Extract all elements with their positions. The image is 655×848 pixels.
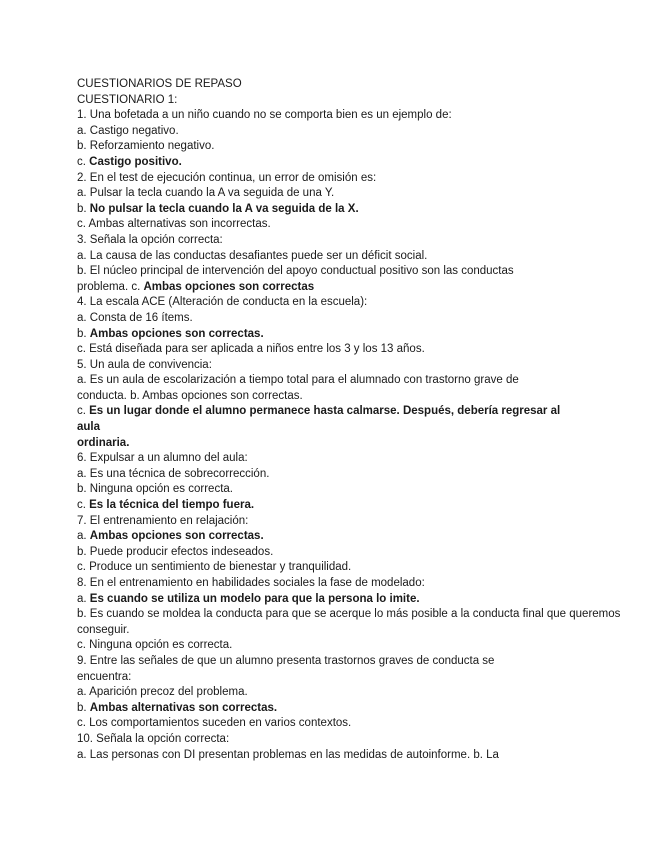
option-prefix: b. <box>77 327 90 340</box>
option-6c <box>77 498 622 514</box>
correct-answer: Es la técnica del tiempo fuera. <box>89 499 255 512</box>
option-6a: a. Es una técnica de sobrecorrección. <box>77 467 270 480</box>
option-9b <box>77 701 622 717</box>
question-7: 7. El entrenamiento en relajación: <box>77 514 249 527</box>
correct-answer-continuation: aula <box>77 421 101 434</box>
correct-answer: No pulsar la tecla cuando la A va seguida de la X. <box>89 202 359 215</box>
option-8c: c. Ninguna opción es correcta. <box>77 639 233 652</box>
option-9a: a. Aparición precoz del problema. <box>77 686 248 699</box>
option-prefix: c. <box>77 499 90 512</box>
option-10a: a. Las personas con DI presentan problemas en las medidas de autoinforme. b. La <box>77 748 499 761</box>
option-6b: b. Ninguna opción es correcta. <box>77 483 233 496</box>
option-2a: a. Pulsar la tecla cuando la A va seguida de una Y. <box>77 187 335 200</box>
correct-answer: Es cuando se utiliza un modelo para que la persona lo imite. <box>89 592 420 605</box>
option-3c <box>77 280 622 296</box>
option-prefix: c. <box>77 155 90 168</box>
option-prefix: b. <box>77 701 90 714</box>
option-8b: b. Es cuando se moldea la conducta para que se acerque lo más posible a la conducta final que queremos conseguir. <box>77 608 621 636</box>
correct-answer: Ambas opciones son correctas. <box>89 530 264 543</box>
option-prefix: a. <box>77 530 90 543</box>
question-5: 5. Un aula de convivencia: <box>77 358 212 371</box>
option-3a: a. La causa de las conductas desafiantes puede ser un déficit social. <box>77 249 428 262</box>
option-5a-continuation: conducta. b. Ambas opciones son correctas. <box>77 389 303 402</box>
question-1: 1. Una bofetada a un niño cuando no se comporta bien es un ejemplo de: <box>77 109 452 122</box>
option-1a: a. Castigo negativo. <box>77 124 179 137</box>
option-8a <box>77 592 622 608</box>
correct-answer: Es un lugar donde el alumno permanece hasta calmarse. Después, debería regresar al <box>89 405 561 418</box>
question-10: 10. Señala la opción correcta: <box>77 732 230 745</box>
document-subtitle: CUESTIONARIO 1: <box>77 93 178 106</box>
question-9-continuation: encuentra: <box>77 670 132 683</box>
option-prefix: a. <box>77 592 90 605</box>
option-9c: c. Los comportamientos suceden en varios contextos. <box>77 717 352 730</box>
option-prefix: b. <box>77 202 90 215</box>
option-2b <box>77 202 622 218</box>
correct-answer: Ambas opciones son correctas <box>143 280 315 293</box>
option-7b: b. Puede producir efectos indeseados. <box>77 545 274 558</box>
option-2c: c. Ambas alternativas son incorrectas. <box>77 218 271 231</box>
correct-answer: Ambas opciones son correctas. <box>89 327 264 340</box>
option-5a: a. Es un aula de escolarización a tiempo total para el alumnado con trastorno grave de <box>77 374 519 387</box>
option-5c <box>77 404 622 420</box>
option-7a <box>77 529 622 545</box>
correct-answer: Castigo positivo. <box>89 155 182 168</box>
question-4: 4. La escala ACE (Alteración de conducta en la escuela): <box>77 296 368 309</box>
option-4a: a. Consta de 16 ítems. <box>77 311 193 324</box>
question-9: 9. Entre las señales de que un alumno presenta trastornos graves de conducta se <box>77 654 495 667</box>
option-prefix: problema. c. <box>77 280 144 293</box>
option-1c <box>77 155 622 171</box>
option-1b: b. Reforzamiento negativo. <box>77 140 215 153</box>
option-3b: b. El núcleo principal de intervención del apoyo conductual positivo son las conductas <box>77 265 514 278</box>
question-6: 6. Expulsar a un alumno del aula: <box>77 452 248 465</box>
correct-answer: Ambas alternativas son correctas. <box>89 701 278 714</box>
question-2: 2. En el test de ejecución continua, un error de omisión es: <box>77 171 377 184</box>
option-4b <box>77 327 622 343</box>
question-3: 3. Señala la opción correcta: <box>77 233 223 246</box>
option-prefix: c. <box>77 405 90 418</box>
document-title: CUESTIONARIOS DE REPASO <box>77 78 242 90</box>
option-4c: c. Está diseñada para ser aplicada a niños entre los 3 y los 13 años. <box>77 343 425 356</box>
question-8: 8. En el entrenamiento en habilidades sociales la fase de modelado: <box>77 577 425 589</box>
option-7c: c. Produce un sentimiento de bienestar y tranquilidad. <box>77 561 352 574</box>
document-page <box>77 77 622 763</box>
correct-answer-continuation: ordinaria. <box>77 436 130 449</box>
